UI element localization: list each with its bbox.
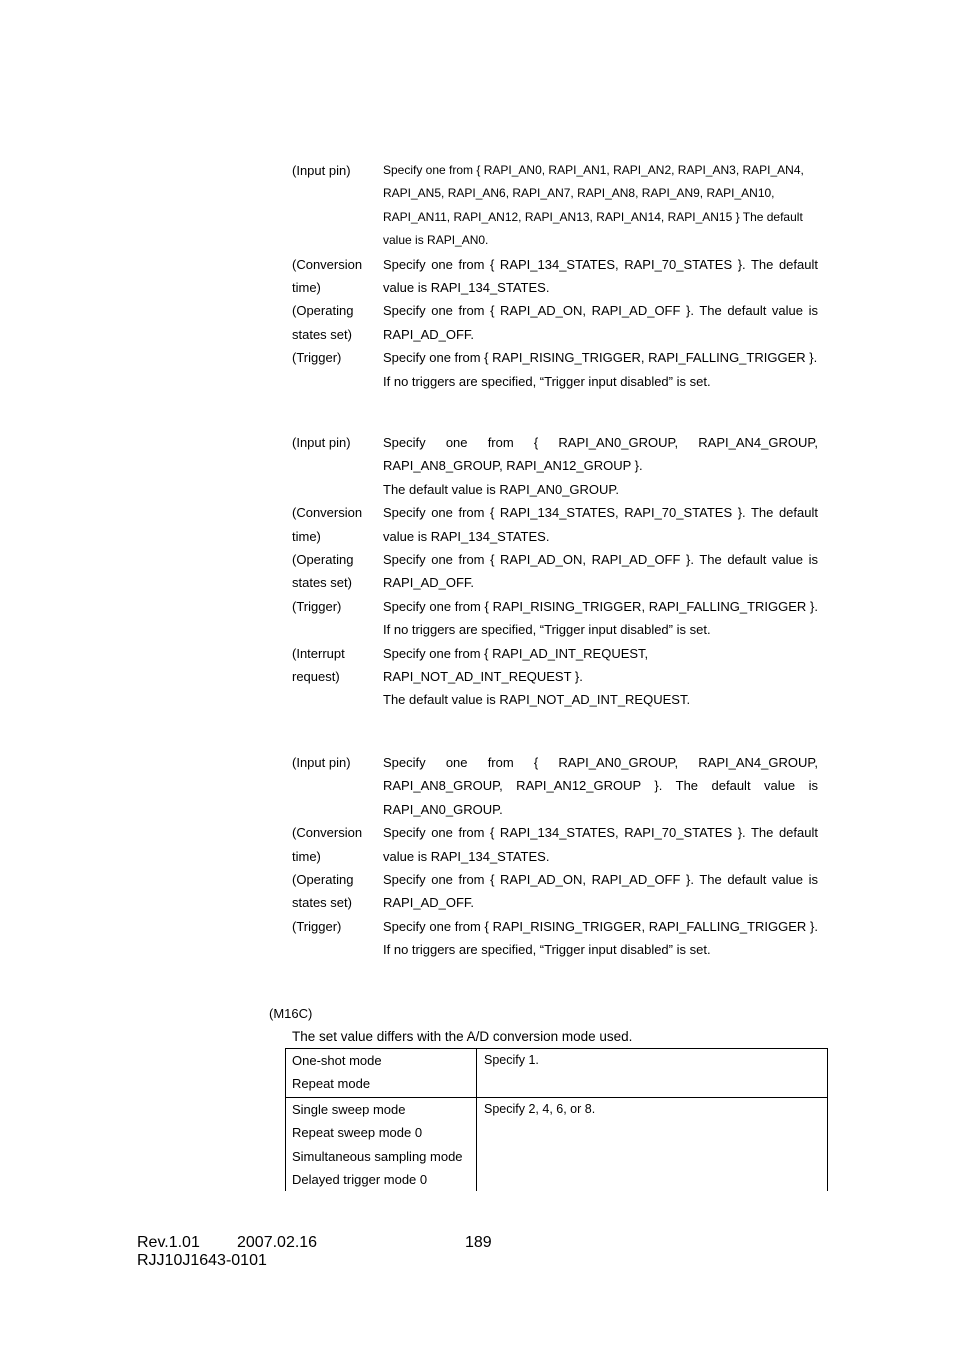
param-label-line: (Trigger) <box>292 350 342 366</box>
param-label <box>292 431 383 501</box>
mode-cell <box>286 1049 477 1097</box>
value-cell <box>477 1098 827 1191</box>
desc-line: If no triggers are specified, “Trigger input disabled” is set. <box>383 622 711 638</box>
parameter-block-1 <box>292 159 818 393</box>
param-label-line: (Operating <box>292 872 354 888</box>
param-label-line: (Input pin) <box>292 435 351 450</box>
desc-line: Specify one from { RAPI_AN0, RAPI_AN1, RAPI_AN2, RAPI_AN3, RAPI_AN4, <box>383 163 804 177</box>
param-description <box>383 501 818 548</box>
param-description <box>383 159 818 253</box>
param-label-line: (Interrupt <box>292 645 345 661</box>
param-row-conversion-time <box>292 821 818 868</box>
desc-line: RAPI_AN5, RAPI_AN6, RAPI_AN7, RAPI_AN8, RAPI_AN9, RAPI_AN10, <box>383 186 775 201</box>
param-label-line: request) <box>292 669 340 685</box>
parameter-block-2 <box>292 431 818 712</box>
desc-line: RAPI_AD_OFF. <box>383 326 475 342</box>
param-label-line: (Trigger) <box>292 598 342 614</box>
param-row-operating-states <box>292 548 818 595</box>
param-label <box>292 299 383 346</box>
desc-line: value is RAPI_134_STATES. <box>383 528 550 544</box>
param-description <box>383 253 818 300</box>
param-description <box>383 915 818 962</box>
param-description <box>383 299 818 346</box>
param-label <box>292 868 383 915</box>
desc-line: Specify one from { RAPI_AD_ON, RAPI_AD_OFF }. The default value is <box>383 552 818 568</box>
desc-line: RAPI_NOT_AD_INT_REQUEST }. <box>383 669 583 685</box>
desc-line: Specify one from { RAPI_AN0_GROUP, RAPI_AN4_GROUP, <box>383 435 818 450</box>
desc-line: Specify one from { RAPI_AD_ON, RAPI_AD_OFF }. The default value is <box>383 303 818 319</box>
param-label-line: (Conversion <box>292 505 363 521</box>
desc-line: RAPI_AN11, RAPI_AN12, RAPI_AN13, RAPI_AN14, RAPI_AN15 } The default <box>383 209 803 224</box>
m16c-heading: (M16C) <box>269 1006 313 1021</box>
desc-line: If no triggers are specified, “Trigger input disabled” is set. <box>383 373 711 389</box>
mode-name: Single sweep mode <box>292 1102 406 1117</box>
table-row <box>286 1049 827 1098</box>
param-label <box>292 548 383 595</box>
param-label-line: time) <box>292 528 321 544</box>
param-label <box>292 501 383 548</box>
param-label-line: (Conversion <box>292 256 363 272</box>
param-label-line: states set) <box>292 895 352 911</box>
desc-line: Specify one from { RAPI_134_STATES, RAPI_70_STATES }. The default <box>383 256 818 272</box>
param-row-operating-states <box>292 868 818 915</box>
desc-line: RAPI_AD_OFF. <box>383 575 475 591</box>
table-row <box>286 1098 827 1191</box>
desc-line: value is RAPI_134_STATES. <box>383 848 550 864</box>
param-description <box>383 431 818 501</box>
desc-line: The default value is RAPI_AN0_GROUP. <box>383 481 620 497</box>
footer-date: 2007.02.16 <box>237 1234 318 1251</box>
param-description <box>383 751 818 821</box>
desc-line: Specify one from { RAPI_RISING_TRIGGER, RAPI_FALLING_TRIGGER }. <box>383 918 818 934</box>
mode-name: Repeat mode <box>292 1076 371 1092</box>
param-row-input-pin <box>292 431 818 501</box>
param-label-line: (Conversion <box>292 825 363 841</box>
param-label-line: (Input pin) <box>292 755 351 770</box>
param-label <box>292 751 383 821</box>
desc-line: Specify one from { RAPI_RISING_TRIGGER, RAPI_FALLING_TRIGGER }. <box>383 350 818 366</box>
param-row-conversion-time <box>292 501 818 548</box>
mode-name: Delayed trigger mode 0 <box>292 1172 428 1188</box>
param-description <box>383 868 818 915</box>
footer-revision: Rev.1.01 <box>137 1234 200 1251</box>
param-label <box>292 253 383 300</box>
param-label <box>292 821 383 868</box>
desc-line: value is RAPI_AN0. <box>383 233 489 248</box>
parameter-block-3 <box>292 751 818 962</box>
desc-line: RAPI_AD_OFF. <box>383 895 475 911</box>
mode-cell <box>286 1098 477 1191</box>
desc-line: Specify one from { RAPI_AD_ON, RAPI_AD_OFF }. The default value is <box>383 872 818 888</box>
desc-line: Specify one from { RAPI_RISING_TRIGGER, RAPI_FALLING_TRIGGER }. <box>383 598 818 614</box>
param-label-line: time) <box>292 848 321 864</box>
param-row-trigger <box>292 915 818 962</box>
param-label <box>292 346 383 393</box>
param-description <box>383 548 818 595</box>
page-number: 189 <box>465 1234 492 1251</box>
mode-table <box>285 1048 828 1191</box>
param-label-line: time) <box>292 280 321 296</box>
m16c-note: The set value differs with the A/D conversion mode used. <box>292 1029 633 1044</box>
desc-line: RAPI_AN0_GROUP. <box>383 801 503 817</box>
param-description <box>383 821 818 868</box>
param-row-trigger <box>292 595 818 642</box>
param-description <box>383 642 818 712</box>
param-row-trigger <box>292 346 818 393</box>
param-label-line: (Input pin) <box>292 163 351 178</box>
footer-document-id: RJJ10J1643-0101 <box>137 1252 267 1269</box>
param-row-conversion-time <box>292 253 818 300</box>
mode-value: Specify 1. <box>484 1053 539 1067</box>
param-label-line: (Operating <box>292 552 354 568</box>
param-label <box>292 915 383 962</box>
desc-line: RAPI_AN8_GROUP, RAPI_AN12_GROUP }. <box>383 458 643 474</box>
param-label-line: (Trigger) <box>292 918 342 934</box>
desc-line: Specify one from { RAPI_AD_INT_REQUEST, <box>383 645 649 661</box>
mode-name: One-shot mode <box>292 1053 382 1068</box>
param-label-line: states set) <box>292 326 352 342</box>
desc-line: Specify one from { RAPI_134_STATES, RAPI_70_STATES }. The default <box>383 825 818 841</box>
mode-name: Simultaneous sampling mode <box>292 1148 463 1164</box>
desc-line: Specify one from { RAPI_AN0_GROUP, RAPI_AN4_GROUP, <box>383 755 818 770</box>
param-label-line: states set) <box>292 575 352 591</box>
desc-line: value is RAPI_134_STATES. <box>383 280 550 296</box>
param-description <box>383 595 818 642</box>
value-cell <box>477 1049 827 1097</box>
param-label-line: (Operating <box>292 303 354 319</box>
desc-line: RAPI_AN8_GROUP, RAPI_AN12_GROUP }. The default value is <box>383 778 818 794</box>
mode-name: Repeat sweep mode 0 <box>292 1125 423 1141</box>
desc-line: Specify one from { RAPI_134_STATES, RAPI_70_STATES }. The default <box>383 505 818 521</box>
desc-line: If no triggers are specified, “Trigger input disabled” is set. <box>383 942 711 958</box>
param-row-operating-states <box>292 299 818 346</box>
param-label <box>292 642 383 712</box>
param-label <box>292 595 383 642</box>
param-description <box>383 346 818 393</box>
desc-line: The default value is RAPI_NOT_AD_INT_REQUEST. <box>383 692 691 708</box>
param-row-input-pin <box>292 159 818 253</box>
param-label <box>292 159 383 253</box>
mode-value: Specify 2, 4, 6, or 8. <box>484 1102 596 1116</box>
param-row-input-pin <box>292 751 818 821</box>
param-row-interrupt-request <box>292 642 818 712</box>
